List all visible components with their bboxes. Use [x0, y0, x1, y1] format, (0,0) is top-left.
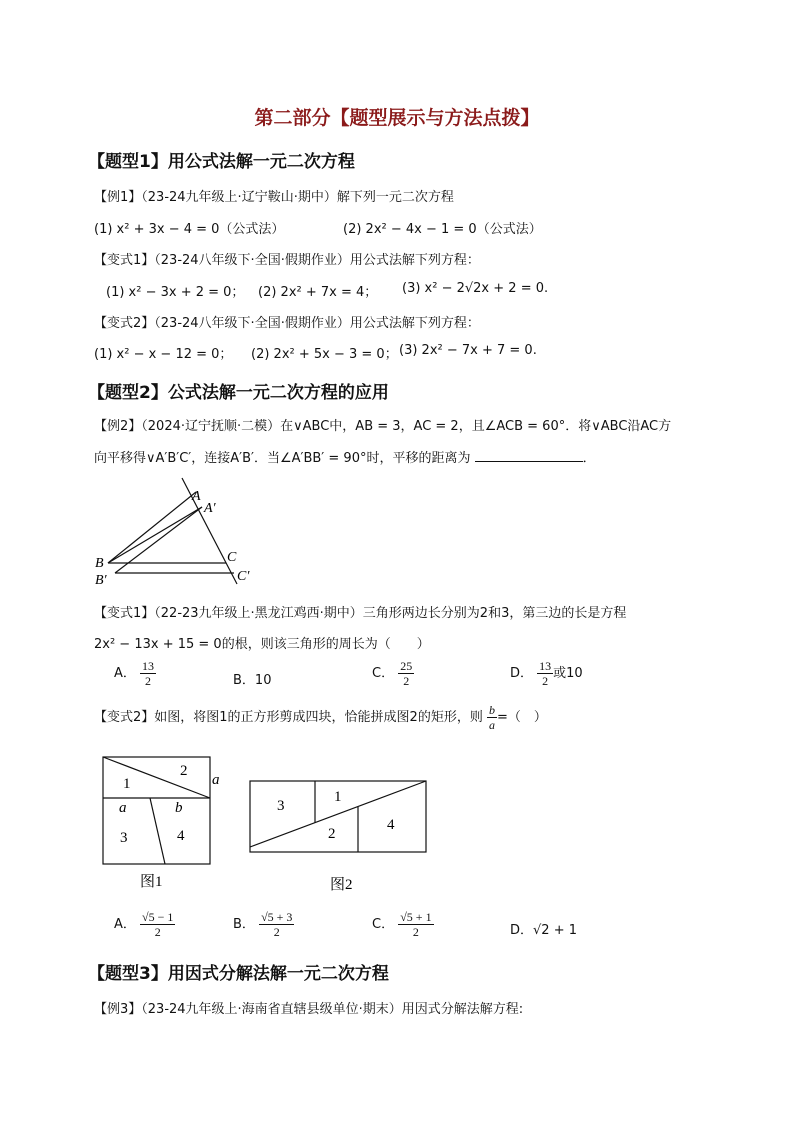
- example1-q2: (2) 2x² − 4x − 1 = 0（公式法）: [343, 222, 542, 237]
- fraction-numerator: b: [488, 703, 495, 717]
- option-A-denominator: 2: [145, 674, 152, 688]
- option2-B-denominator: 2: [273, 925, 280, 939]
- label-B-prime: B′: [95, 573, 107, 588]
- section-heading-type2: 【题型2】公式法解一元二次方程的应用: [88, 383, 389, 403]
- label-C-prime: C′: [237, 569, 250, 584]
- variant2-q2: (2) 2x² + 5x − 3 = 0；: [251, 347, 398, 362]
- option-C-fraction: [398, 659, 414, 688]
- option-D-tail: 或10: [553, 666, 583, 681]
- option2-B-numerator: √5 + 3: [261, 910, 293, 924]
- label-B: B: [95, 556, 104, 571]
- option-A-label: A．: [114, 666, 136, 681]
- option2-A[interactable]: [114, 910, 175, 939]
- variant2-line: [94, 312, 480, 331]
- b-over-a-fraction: [487, 703, 497, 732]
- fig1-segment-a: a: [119, 800, 127, 816]
- option-C-numerator: 25: [400, 659, 413, 673]
- fig2-piece-1: 1: [334, 789, 342, 805]
- fig2-piece-2: 2: [328, 826, 336, 842]
- option-A[interactable]: [114, 659, 156, 688]
- example3-line: 【例3】（23-24九年级上·海南省直辖县级单位·期末）用因式分解法解方程:: [94, 1002, 524, 1017]
- variant2-q3: (3) 2x² − 7x + 7 = 0.: [399, 343, 537, 358]
- example1-line: [94, 186, 454, 205]
- variant1-tag: 【变式1】: [94, 253, 155, 268]
- triangle-translation-figure: [92, 474, 272, 588]
- option2-C[interactable]: [372, 910, 434, 939]
- option2-B-label: B．: [233, 917, 255, 932]
- section-heading-type3: 【题型3】用因式分解法解一元二次方程: [88, 964, 389, 984]
- label-C: C: [227, 550, 237, 565]
- option2-A-fraction: [140, 910, 175, 939]
- label-A-prime: A′: [204, 501, 216, 516]
- example1-tag: 【例1】: [94, 190, 142, 205]
- figure-1-square: [98, 752, 228, 892]
- variant2-1-line2: 2x² − 13x + 15 = 0的根，则该三角形的周长为（ ）: [94, 637, 430, 652]
- option-A-fraction: [140, 659, 156, 688]
- option2-C-denominator: 2: [412, 925, 419, 939]
- variant2-2-end: =（ ）: [496, 710, 547, 725]
- fig1-piece-1: 1: [123, 776, 131, 792]
- example2-line1: 【例2】（2024·辽宁抚顺·二模）在∨ABC中，AB = 3，AC = 2，且∠ACB = 60°．将∨ABC沿AC方: [94, 419, 672, 434]
- variant2-2-text: 【变式2】如图，将图1的正方形剪成四块，恰能拼成图2的矩形，则: [94, 710, 483, 725]
- variant2-1-line1: 【变式1】（22-23九年级上·黑龙江鸡西·期中）三角形两边长分别为2和3，第三边的长是方程: [94, 606, 627, 621]
- option-A-numerator: 13: [142, 659, 155, 673]
- option2-B[interactable]: [233, 910, 294, 939]
- fig1-side-a: a: [212, 772, 220, 788]
- example2-end: ．: [582, 451, 596, 466]
- example2-text: 向平移得∨A′B′C′，连接A′B′．当∠A′BB′ = 90°时，平移的距离为: [94, 451, 471, 466]
- option-D-numerator: 13: [539, 659, 552, 673]
- option-B[interactable]: B．10: [233, 673, 272, 688]
- option2-A-denominator: 2: [154, 925, 161, 939]
- figure-2-rectangle: [245, 776, 435, 896]
- variant2-tag: 【变式2】: [94, 316, 155, 331]
- answer-blank[interactable]: [475, 449, 583, 462]
- fig1-piece-4: 4: [177, 828, 185, 844]
- option2-C-fraction: [398, 910, 433, 939]
- variant1-q1: (1) x² − 3x + 2 = 0；: [106, 285, 245, 300]
- fraction-denominator: a: [488, 718, 495, 732]
- label-A: A: [192, 489, 201, 504]
- fig1-segment-b: b: [175, 800, 183, 816]
- option-C-denominator: 2: [403, 674, 410, 688]
- example1-q1: (1) x² + 3x − 4 = 0（公式法）: [94, 222, 285, 237]
- option-D-label: D．: [510, 666, 534, 681]
- page-title: 第二部分【题型展示与方法点拨】: [254, 107, 540, 129]
- fig1-piece-3: 3: [120, 830, 128, 846]
- variant2-2-line: [94, 703, 547, 732]
- variant1-source: （23-24八年级下·全国·假期作业）用公式法解下列方程：: [154, 253, 480, 268]
- option-D-denominator: 2: [542, 674, 549, 688]
- option2-C-numerator: √5 + 1: [400, 910, 432, 924]
- option-D[interactable]: [510, 659, 583, 688]
- fig2-caption: 图2: [330, 877, 353, 893]
- fig1-piece-2: 2: [180, 763, 188, 779]
- example1-source: （23-24九年级上·辽宁鞍山·期中）解下列一元二次方程: [141, 190, 454, 205]
- fig2-piece-3: 3: [277, 798, 285, 814]
- option2-B-fraction: [259, 910, 294, 939]
- option2-D[interactable]: D．√2 + 1: [510, 923, 577, 938]
- option-C-label: C．: [372, 666, 395, 681]
- option-D-fraction: [537, 659, 553, 688]
- variant1-q3: (3) x² − 2√2x + 2 = 0.: [402, 281, 549, 296]
- option2-C-label: C．: [372, 917, 395, 932]
- example2-line2: [94, 447, 596, 466]
- fig2-piece-4: 4: [387, 817, 395, 833]
- variant2-source: （23-24八年级下·全国·假期作业）用公式法解下列方程：: [154, 316, 480, 331]
- option2-A-label: A．: [114, 917, 136, 932]
- variant1-q2: (2) 2x² + 7x = 4；: [258, 285, 378, 300]
- fig1-caption: 图1: [140, 874, 163, 890]
- option-C[interactable]: [372, 659, 414, 688]
- variant2-q1: (1) x² − x − 12 = 0；: [94, 347, 233, 362]
- option2-A-numerator: √5 − 1: [142, 910, 174, 924]
- section-heading-type1: 【题型1】用公式法解一元二次方程: [88, 152, 355, 172]
- variant1-line: [94, 249, 480, 268]
